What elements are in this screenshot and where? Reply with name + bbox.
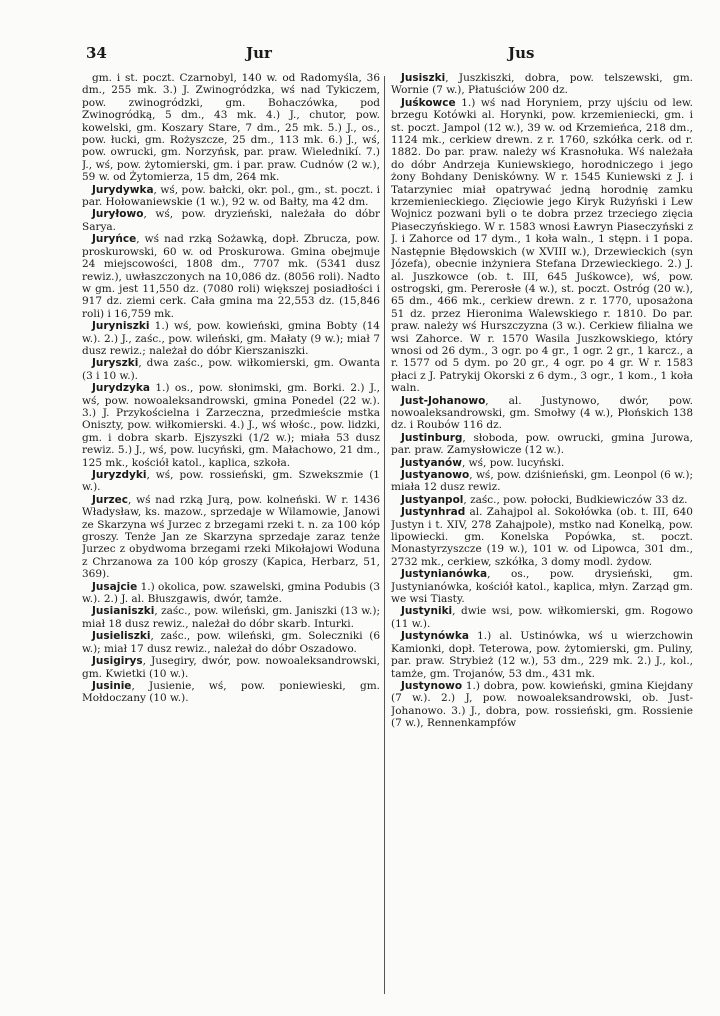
entry-headword: Jusianiszki bbox=[92, 605, 155, 618]
entry-headword: Jusajcie bbox=[92, 580, 138, 593]
entry-headword: Justyniki bbox=[401, 605, 453, 618]
entry-headword: Jusinie bbox=[92, 679, 132, 692]
dictionary-entry bbox=[82, 605, 380, 630]
entry-headword: Justyanpol bbox=[401, 493, 464, 506]
dictionary-entry bbox=[82, 357, 380, 382]
entry-headword: Just-Johanowo bbox=[401, 394, 486, 407]
entry-headword: Juryniszki bbox=[92, 320, 150, 333]
entry-headword: Justyanów bbox=[401, 456, 462, 469]
dictionary-entry bbox=[391, 97, 693, 395]
dictionary-entry bbox=[82, 630, 380, 655]
entry-headword: Juśkowce bbox=[401, 96, 456, 109]
dictionary-entry bbox=[391, 457, 693, 469]
dictionary-entry bbox=[82, 184, 380, 209]
left-column bbox=[82, 72, 380, 997]
dictionary-entry bbox=[391, 72, 693, 97]
entry-text: , zaśc., pow. wileński, gm. Janiszki (13 w.); miał 18 dusz rewiz., należał do dóbr skarb. Inturki. bbox=[82, 605, 380, 630]
dictionary-entry bbox=[82, 72, 380, 184]
entry-headword: Jusieliszki bbox=[92, 630, 151, 643]
dictionary-entry bbox=[391, 568, 693, 605]
dictionary-entry bbox=[391, 469, 693, 494]
dictionary-entry bbox=[82, 469, 380, 494]
entry-headword: Juryńce bbox=[92, 233, 137, 246]
entry-text: , wś nad rzką Sożawką, dopł. Zbrucza, pow. proskurowski, 60 w. od Proskurowa. Gmina obejmuje 24 miejscowości, 1808 dm., 7707 mk. (5341 dusz rewiz.), uwłaszczonych na 10,086 dz. (8056 roli). Nadto w gm. jest 11,550 dz. (7080 roli) większej posiadłości i 917 dz. ziemi cerk. Cała gmina ma 22,553 dz. (15,846 roli) i 16,759 mk. bbox=[82, 233, 380, 320]
entry-text: , os., pow. drysieński, gm. Justynianówka, kościół katol., kaplica, młyn. Zarząd gm. we wsi Tiasty. bbox=[391, 568, 693, 606]
entry-headword: Jusiszki bbox=[401, 72, 446, 84]
dictionary-entry bbox=[82, 581, 380, 606]
entry-headword: Juryłowo bbox=[92, 208, 144, 221]
entry-text: 1.) wś nad Horyniem, przy ujściu od lew. brzegu Kotówki al. Horynki, pow. krzemieniecki, gm. i st. poczt. Jampol (12 w.), 39 w. od Krzemieńca, 218 dm., 1124 mk., cerkiew drewn. z r. 1760, szkółka cerk. od r. 1882. Do par. praw. należy wś Krasnołuka. Wś należała do dóbr Andrzeja Kuniewskiego, horodniczego i jego żony Bohdany Deniskówny. W r. 1545 Kuniewski z J. i Tatarzyniec miał opatrywać jedną horodnię zamku krzemienieckiego. Zięciowie jego Kiryk Rużyński i Lew Wojnicz pozwani byli o te dobra przez trzeciego zięcia Piaseczyńskiego. W r. 1583 wnosi Ławryn Piaseczyński z J. i Zahorce od 17 dym., 1 koła waln., 1 stępn. i 1 popa. Następnie Błędowskich (w XVIII w.), Drzewieckich (syn Józefa), obecnie inżyniera Stefana Drzewieckiego. 2.) J. al. Juszkowce (ob. t. III, 645 Juśkowce), wś, pow. ostrogski, gm. Pererosłe (4 w.), st. poczt. Ostróg (20 w.), 65 dm., 466 mk., cerkiew drewn. z r. 1770, uposażona 51 dz. przez Hieronima Walewskiego r. 1810. Do par. praw. należy wś Hurszczyzna (3 w.). Cerkiew filialna we wsi Zahorce. W r. 1570 Wasila Juszkowskiego, który wnosi od 26 dym., 3 ogr. po 4 gr., 1 ogr. 2 gr., 1 karcz., a r. 1577 od 5 dym. po 20 gr., 4 ogr. po 4 gr. W r. 1583 płaci z J. Patrykij Okorski z 6 dym., 3 ogr., 1 kom., 1 koła waln. bbox=[391, 96, 693, 395]
entry-text: , wś, pow. dryzieński, należała do dóbr Sarya. bbox=[82, 208, 380, 233]
entry-text: 1.) os., pow. słonimski, gm. Borki. 2.) J., wś, pow. nowoaleksandrowski, gmina Ponedel (22 w.). 3.) J. Przykościelna i Zarzeczna, przedmieście mstka Oniszty, pow. wiłkomierski. 4.) J., wś włośc., pow. lidzki, gm. i dobra skarb. Ejszyszki (1/2 w.); miała 53 dusz rewiz. 5.) J., wś, pow. lucyński, gm. Małachowo, 21 dm., 125 mk., kościół katol., kaplica, szkoła. bbox=[82, 382, 380, 469]
entry-text: , zaśc., pow. wileński, gm. Soleczniki (6 w.); miał 17 dusz rewiz., należał do dóbr Oszadowo. bbox=[82, 630, 380, 655]
entry-headword: Jusigirys bbox=[92, 655, 143, 668]
dictionary-entry bbox=[82, 233, 380, 320]
entry-text: , wś nad rzką Jurą, pow. kolneński. W r. 1436 Władysław, ks. mazow., sprzedaje w Wilamowie, Janowi ze Skarzyna wś Jurzec z brzegami rzeki t. n. za 100 kóp groszy. Tenże Jan ze Skarzyna sprzedaje zaraz tenże Jurzec z obydwoma brzegami rzeki Mikołajowi Woduna z Chrzanowa za 100 kóp groszy (Kapica, Herbarz, 51, 369). bbox=[82, 493, 380, 581]
entry-text: , Juszkiszki, dobra, pow. telszewski, gm. Wornie (7 w.), Płatuściów 200 dz. bbox=[391, 72, 693, 97]
entry-text: , słoboda, pow. owrucki, gmina Jurowa, par. praw. Zamysłowicze (12 w.). bbox=[391, 431, 693, 457]
entry-headword: Juryszki bbox=[92, 357, 139, 370]
entry-headword: Justynówka bbox=[401, 630, 469, 643]
dictionary-entry bbox=[391, 506, 693, 568]
page-number: 34 bbox=[86, 44, 107, 62]
dictionary-entry bbox=[82, 208, 380, 233]
entry-text: 1.) al. Ustinówka, wś u wierzchowin Kamionki, dopł. Teterowa, pow. żytomierski, gm. Puliny, par. praw. Strybież (12 w.), 53 dm., 229 mk. 2.) J., kol., tamże, gm. Trojanów, 53 dm., 431 mk. bbox=[391, 630, 693, 680]
running-head-right: Jus bbox=[508, 44, 535, 62]
dictionary-entry bbox=[391, 494, 693, 506]
dictionary-entry bbox=[82, 494, 380, 581]
entry-headword: Jurzec bbox=[92, 493, 129, 506]
dictionary-entry bbox=[82, 680, 380, 705]
entry-text: 1.) wś, pow. kowieński, gmina Bobty (14 w.). 2.) J., zaśc., pow. wileński, gm. Małaty (9 w.); miał 7 dusz rewiz.; należał do dóbr Kierszaniszki. bbox=[82, 320, 380, 357]
page-header bbox=[0, 44, 720, 68]
entry-headword: Justynowo bbox=[401, 679, 463, 692]
running-head-left: Jur bbox=[246, 44, 272, 62]
entry-text: , wś, pow. bałcki, okr. pol., gm., st. poczt. i par. Hołowaniewskie (1 w.), 92 w. od Bałty, ma 42 dm. bbox=[82, 183, 380, 209]
column-divider bbox=[384, 76, 385, 994]
right-column bbox=[391, 72, 693, 997]
entry-text: , wś, pow. lucyński. bbox=[461, 456, 565, 469]
entry-text: gm. i st. poczt. Czarnobyl, 140 w. od Radomyśla, 36 dm., 255 mk. 3.) J. Zwinogródzka, wś nad Tykiczem, pow. zwinogródzki, gm. Bohaczówka, pod Zwinogródką, 5 dm., 43 mk. 4.) J., chutor, pow. kowelski, gm. Koszary Stare, 7 dm., 25 mk. 5.) J., os., pow. łucki, gm. Rożyszcze, 25 dm., 113 mk. 6.) J., wś, pow. owrucki, gm. Norzyńsk, par. praw. Wielednikí. 7.) J., wś, pow. żytomierski, gm. i par. praw. Cudnów (2 w.), 59 w. od Żytomierza, 15 dm, 264 mk. bbox=[82, 72, 380, 184]
dictionary-entry bbox=[391, 605, 693, 630]
entry-text: , Jusegiry, dwór, pow. nowoaleksandrowski, gm. Kwietki (10 w.). bbox=[82, 655, 380, 680]
dictionary-entry bbox=[391, 680, 693, 730]
dictionary-entry bbox=[82, 320, 380, 357]
entry-text: , Jusienie, wś, pow. poniewieski, gm. Mołdoczany (10 w.). bbox=[82, 679, 380, 705]
entry-headword: Justinburg bbox=[401, 431, 463, 444]
entry-headword: Justynianówka bbox=[401, 568, 488, 581]
entry-text: 1.) dobra, pow. kowieński, gmina Kiejdany (7 w.). 2.) J, pow. nowoaleksandrowski, ob. Just-Johanowo. 3.) J., dobra, pow. rossieński, gm. Rossienie (7 w.), Rennenkampfów bbox=[391, 679, 693, 730]
entry-headword: Justyanowo bbox=[401, 469, 470, 481]
entry-headword: Juryzdyki bbox=[92, 469, 147, 481]
dictionary-entry bbox=[82, 655, 380, 680]
entry-text: , zaśc., pow. połocki, Budkiewiczów 33 dz. bbox=[463, 493, 688, 506]
entry-text: , dwie wsi, pow. wiłkomierski, gm. Rogowo (11 w.). bbox=[391, 605, 693, 630]
entry-text: , dwa zaśc., pow. wiłkomierski, gm. Owanta (3 i 10 w.). bbox=[82, 357, 380, 382]
dictionary-entry bbox=[391, 630, 693, 680]
entry-text: , wś, pow. rossieński, gm. Szwekszmie (1 w.). bbox=[82, 469, 380, 494]
entry-headword: Jurydywka bbox=[92, 183, 154, 196]
entry-headword: Jurydzyka bbox=[92, 382, 150, 395]
entry-headword: Justynhrad bbox=[401, 506, 466, 519]
entry-text: , wś, pow. dziśnieński, gm. Leonpol (6 w.); miała 12 dusz rewiz. bbox=[391, 469, 693, 494]
entry-text: al. Zahajpol al. Sokołówka (ob. t. III, 640 Justyn i t. XIV, 278 Zahajpole), mstko nad Konelką, pow. lipowiecki. gm. Konelska Popówka, st. poczt. Monastyrzyszcze (19 w.), 101 w. od Lipowca, 301 dm., 2732 mk., cerkiew, szkółka, 3 domy modl. żydow. bbox=[391, 506, 693, 568]
dictionary-entry bbox=[82, 382, 380, 469]
dictionary-entry bbox=[391, 395, 693, 432]
entry-text: 1.) okolica, pow. szawelski, gmina Podubis (3 w.). 2.) J. al. Błuszgawis, dwór, tamże. bbox=[82, 580, 380, 606]
dictionary-entry bbox=[391, 432, 693, 457]
entry-text: , al. Justynowo, dwór, pow. nowoaleksandrowski, gm. Smołwy (4 w.), Płońskich 138 dz. i Roubów 116 dz. bbox=[391, 394, 693, 432]
